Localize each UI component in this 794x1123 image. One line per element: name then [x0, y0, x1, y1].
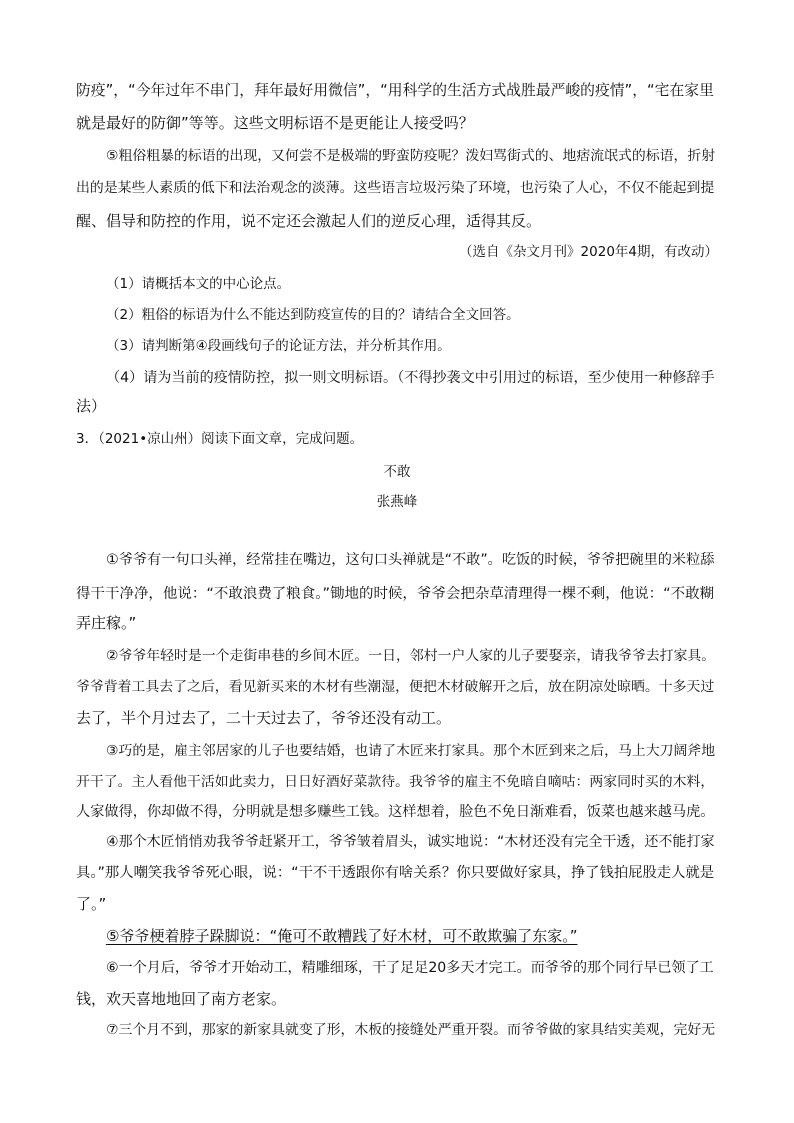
text-line: ⑥一个月后，爷爷才开始动工，精雕细琢，干了足足20多天才完工。而爷爷的那个同行早已领了工 [106, 960, 714, 976]
text-line: ④那个木匠悄悄劝我爷爷赶紧开工，爷爷皱着眉头，诚实地说：“木材还没有完全干透，还不能打家 [106, 834, 715, 850]
source-citation: （选自《杂文月刊》2020年4期，有改动） [459, 244, 718, 260]
text-line: ②爷爷年轻时是一个走街串巷的乡间木匠。一日，邻村一户人家的儿子要娶亲，请我爷爷去打家具。 [106, 648, 716, 664]
text-line: ③巧的是，雇主邻居家的儿子也要结婚，也请了木匠来打家具。那个木匠到来之后，马上大刀阔斧地 [106, 743, 716, 759]
question-2: （2）粗俗的标语为什么不能达到防疫宣传的目的？请结合全文回答。 [106, 307, 520, 323]
text-line: 出的是某些人素质的低下和法治观念的淡薄。这些语言垃圾污染了环境，也污染了人心，不仅不能起到提 [76, 180, 715, 196]
article-title: 不敢 [383, 464, 411, 480]
text-line: 就是最好的防御”等等。这些文明标语不是更能让人接受吗？ [76, 114, 474, 132]
article-author: 张燕峰 [376, 494, 418, 510]
text-line: 人家做得，你却做不得，分明就是想多赚些工钱。这样想着，脸色不免日渐难看，饭菜也越来越马虎。 [76, 804, 715, 820]
text-line: 钱，欢天喜地地回了南方老家。 [76, 990, 287, 1008]
text-line: 去了，半个月过去了，二十天过去了，爷爷还没有动工。 [76, 709, 452, 727]
section-heading: 3．（2021•凉山州）阅读下面文章，完成问题。 [76, 431, 364, 447]
text-line: ①爷爷有一句口头禅，经常挂在嘴边，这句口头禅就是“不敢”。吃饭的时候，爷爷把碗里的米粒舔 [106, 552, 715, 568]
question-4: （4）请为当前的疫情防控，拟一则文明标语。（不得抄袭文中引用过的标语，至少使用一种修辞手 [106, 370, 715, 386]
text-line: ⑤粗俗粗暴的标语的出现，又何尝不是极端的野蛮防疫呢？泼妇骂街式的、地痞流氓式的标语，折射 [106, 148, 716, 164]
text-line: 得干干净净，他说：“不敢浪费了粮食。”锄地的时候，爷爷会把杂草清理得一棵不剩，他说：“不敢糊 [76, 586, 715, 602]
text-line: ⑦三个月不到，那家的新家具就变了形，木板的接缝处严重开裂。而爷爷做的家具结实美观，完好无 [106, 1022, 716, 1038]
text-line: 了。” [76, 895, 107, 913]
text-line: 醒、倡导和防控的作用，说不定还会激起人们的逆反心理，适得其反。 [76, 212, 542, 230]
text-line: 爷爷背着工具去了之后，看见新买来的木材有些潮湿，便把木材破解开之后，放在阴凉处晾晒。十多天过 [76, 679, 715, 695]
question-3: （3）请判断第④段画线句子的论证方法，并分析其作用。 [106, 338, 451, 354]
text-line: 弄庄稼。” [76, 614, 137, 632]
text-line: 法） [76, 397, 107, 415]
question-1: （1）请概括本文的中心论点。 [106, 276, 291, 292]
text-line: 开干了。主人看他干活如此卖力，日日好酒好菜款待。我爷爷的雇主不免暗自嘀咕：两家同时买的木料， [76, 774, 715, 790]
text-line: 防疫”，“今年过年不串门，拜年最好用微信”，“用科学的生活方式战胜最严峻的疫情”，“宅在家里 [76, 82, 714, 99]
text-line: 具。”那人嘲笑我爷爷死心眼，说：“干不干透跟你有啥关系？你只要做好家具，挣了钱拍屁股走人就是 [76, 865, 715, 881]
underlined-sentence: ⑤爷爷梗着脖子跺脚说：“俺可不敢糟践了好木材，可不敢欺骗了东家。” [106, 927, 578, 945]
